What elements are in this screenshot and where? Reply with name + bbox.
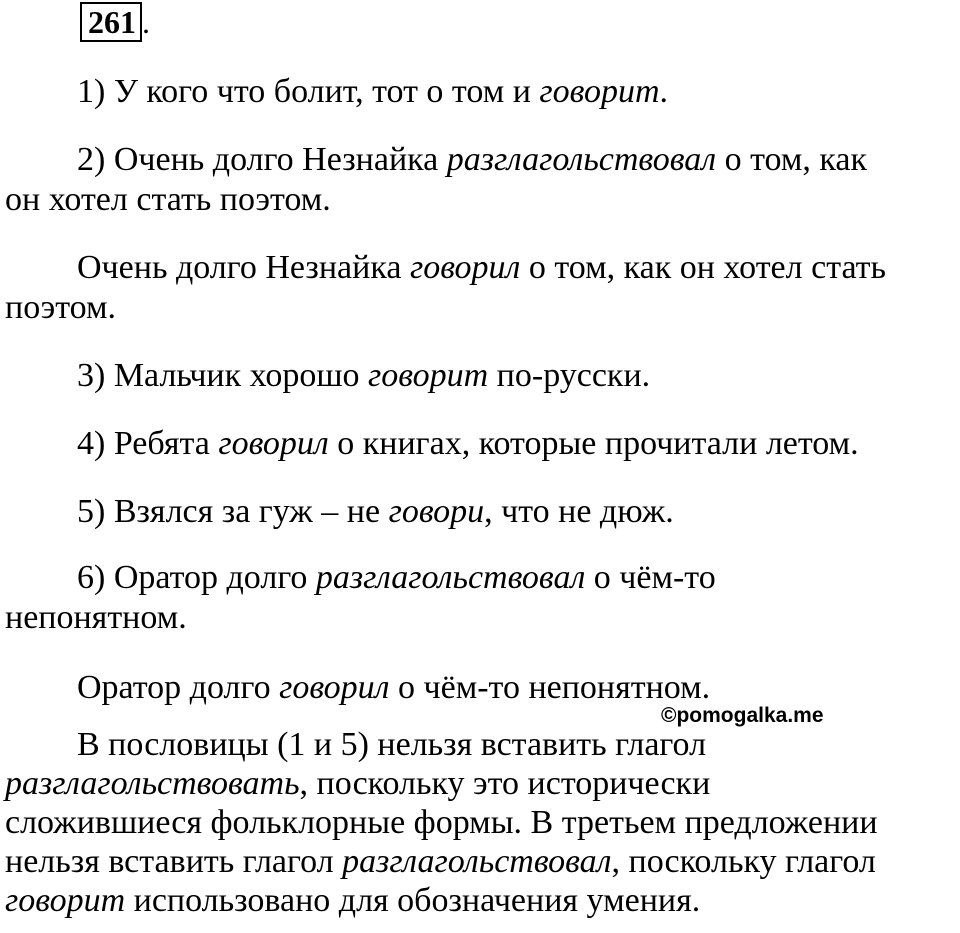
explanation-line-4 <box>5 842 960 881</box>
sentence-4 <box>5 424 960 464</box>
explanation <box>5 725 960 920</box>
sentence-2-alt <box>5 248 960 328</box>
sentence-4-line <box>5 424 960 464</box>
sentence-5-text: 5) Взялся за гуж – не <box>77 493 389 530</box>
explanation-verb-3: говорит <box>5 882 126 919</box>
sentence-2-text: 2) Очень долго Незнайка <box>77 141 447 178</box>
sentence-2-alt-verb: говорил <box>409 249 521 286</box>
explanation-line-4-text: нельзя вставить глагол <box>5 843 343 880</box>
sentence-6-line-2: непонятном. <box>5 599 187 636</box>
sentence-2-alt-text-cont: о том, как он хотел стать <box>520 249 887 286</box>
sentence-6-text-cont: о чём-то <box>585 559 716 596</box>
explanation-line-5 <box>5 881 960 920</box>
watermark: ©pomogalka.me <box>661 704 824 727</box>
sentence-3 <box>5 356 960 396</box>
sentence-5 <box>5 492 960 532</box>
exercise-number-dot: . <box>142 4 150 40</box>
sentence-6-alt-line <box>5 668 960 708</box>
explanation-line-5-text: использовано для обозначения умения. <box>125 882 701 919</box>
explanation-line-2 <box>5 764 960 803</box>
explanation-line-2-text: , поскольку это исторически <box>299 765 711 802</box>
sentence-1-verb: говорит <box>539 73 660 110</box>
sentence-1-end: . <box>659 73 669 110</box>
sentence-1-text: 1) У кого что болит, тот о том и <box>77 73 540 110</box>
sentence-1-line <box>5 72 960 112</box>
sentence-5-line <box>5 492 960 532</box>
sentence-3-end: по-русски. <box>488 357 651 394</box>
sentence-2 <box>5 140 960 220</box>
sentence-1 <box>5 72 960 112</box>
explanation-line-4-end: , поскольку глагол <box>611 843 876 880</box>
sentence-6-text: 6) Оратор долго <box>77 559 316 596</box>
exercise-header <box>80 2 150 42</box>
exercise-number: 261 <box>80 2 142 42</box>
sentence-6-verb: разглагольствовал <box>315 559 586 596</box>
sentence-6-alt-end: о чём-то непонятном. <box>389 669 711 706</box>
sentence-5-verb: говори <box>388 493 485 530</box>
sentence-3-text: 3) Мальчик хорошо <box>77 357 369 394</box>
explanation-verb-2: разглагольствовал <box>342 843 612 880</box>
sentence-2-line-2: он хотел стать поэтом. <box>5 181 331 218</box>
sentence-6-alt <box>5 668 960 708</box>
sentence-5-end: , что не дюж. <box>484 493 674 530</box>
sentence-2-alt-line-1 <box>5 248 960 288</box>
explanation-verb-1: разглагольствовать <box>5 765 300 802</box>
sentence-4-text: 4) Ребята <box>77 425 219 462</box>
sentence-4-end: о книгах, которые прочитали летом. <box>328 425 859 462</box>
sentence-6-line-1 <box>5 558 960 598</box>
explanation-line-3: сложившиеся фольклорные формы. В третьем предложении <box>5 804 878 841</box>
sentence-2-alt-text: Очень долго Незнайка <box>77 249 410 286</box>
explanation-line-1: В пословицы (1 и 5) нельзя вставить глагол <box>77 726 707 763</box>
sentence-2-verb: разглагольствовал <box>446 141 717 178</box>
sentence-6-alt-verb: говорил <box>279 669 390 706</box>
sentence-3-verb: говорит <box>368 357 489 394</box>
sentence-2-line-1 <box>5 140 960 180</box>
sentence-2-alt-line-2: поэтом. <box>5 289 116 326</box>
sentence-3-line <box>5 356 960 396</box>
sentence-4-verb: говорил <box>218 425 329 462</box>
sentence-2-text-cont: о том, как <box>716 141 867 178</box>
sentence-6 <box>5 558 960 638</box>
sentence-6-alt-text: Оратор долго <box>77 669 280 706</box>
